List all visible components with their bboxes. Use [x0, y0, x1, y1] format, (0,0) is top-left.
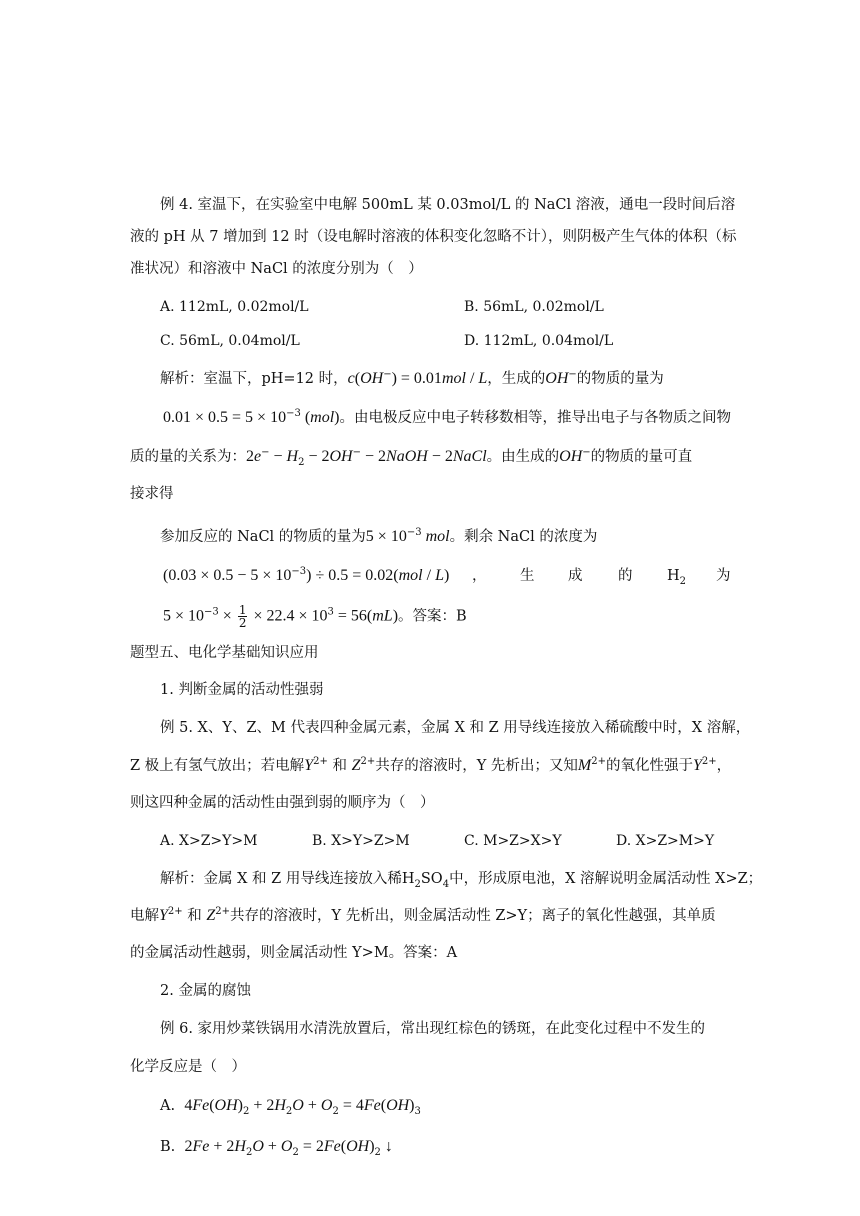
example4-option-a: A. 112mL, 0.02mol/L — [160, 299, 309, 315]
example5-option-a: A. X>Z>Y>M — [160, 833, 258, 849]
example5-option-b: B. X>Y>Z>M — [312, 833, 410, 849]
example6-option-b: B. $2Fe + 2H_2O + O_2 = 2Fe(OH)_2$ ↓ — [160, 1138, 393, 1158]
justified-h2: $H_2$ — [667, 568, 687, 587]
formula-oh-concentration: c — [347, 370, 355, 387]
example5-analysis-line3: 的金属活动性越弱，则金属活动性 Y>M。答案：A — [130, 945, 458, 961]
formula-relation: 2 — [246, 448, 254, 465]
example5-analysis-line1: 解析：金属 X 和 Z 用导线连接放入稀$H_2SO_4$中，形成原电池，X 溶解说明金属活动性 X>Z； — [160, 871, 763, 890]
example4-analysis-line1: 解析：室温下，pH=12 时，c(OH−) = 0.01mol / L，生成的OH−的物质的量为 — [160, 369, 664, 387]
example5-line3: 则这四种金属的活动性由强到弱的顺序为（ ） — [130, 795, 435, 811]
precipitate-arrow-icon: ↓ — [380, 1138, 393, 1155]
justified-word-5: 为 — [716, 568, 731, 584]
example4-line1: 例 4. 室温下，在实验室中电解 500mL 某 0.03mol/L 的 NaCl 溶液，通电一段时间后溶 — [160, 197, 736, 213]
example4-line3: 准状况）和溶液中 NaCl 的浓度分别为（ ） — [130, 261, 423, 277]
example6-option-a: A. $4Fe(OH)_2 + 2H_2O + O_2 = 4Fe(OH)_3$ — [160, 1097, 421, 1117]
example5-analysis-line2: 电解$Y^{2+}$ 和 $Z^{2+}$共存的溶液时，Y 先析出，则金属活动性 Z>Y；离子的氧化性越强，其单质 — [130, 906, 716, 924]
example4-option-c: C. 56mL, 0.04mol/L — [160, 333, 300, 349]
example4-option-d: D. 112mL, 0.04mol/L — [464, 333, 614, 349]
justified-word-3: 的 — [618, 568, 633, 584]
section-heading-type5: 题型五、电化学基础知识应用 — [130, 645, 319, 661]
justified-comma: ， — [472, 568, 487, 584]
example4-analysis-line5: 参加反应的 NaCl 的物质的量为$5 \times 10^{-3}$ mol。剩余 NaCl 的浓度为 — [160, 527, 598, 545]
example4-option-b: B. 56mL, 0.02mol/L — [464, 299, 604, 315]
example6-line1: 例 6. 家用炒菜铁锅用水清洗放置后，常出现红棕色的锈斑，在此变化过程中不发生的 — [160, 1021, 706, 1037]
example4-analysis-line4: 接求得 — [130, 486, 174, 502]
example5-line1: 例 5. X、Y、Z、M 代表四种金属元素，金属 X 和 Z 用导线连接放入稀硫酸中时，X 溶解， — [160, 720, 751, 736]
justified-word-2: 成 — [568, 568, 583, 584]
example4-line2: 液的 pH 从 7 增加到 12 时（设电解时溶液的体积变化忽略不计），则阴极产生气体的体积（标 — [130, 229, 737, 245]
formula-reacted-nacl: 5 × 10 — [365, 528, 407, 545]
example4-analysis-line2: $0.01 \times 0.5 = 5 \times 10^{-3}$ (mol)。由电极反应中电子转移数相等，推导出电子与各物质之间物 — [163, 408, 731, 426]
formula-remaining-nacl: $(0.03 \times 0.5 - 5 \times 10^{-3}) \div 0.5 = 0.02(mol / L)$ — [163, 566, 450, 584]
example5-option-d: D. X>Z>M>Y — [616, 833, 715, 849]
example6-line2: 化学反应是（ ） — [130, 1059, 246, 1075]
subheading-corrosion: 2. 金属的腐蚀 — [160, 983, 251, 999]
subheading-activity: 1. 判断金属的活动性强弱 — [160, 682, 324, 698]
example4-analysis-line3: 质的量的关系为：$2e^- - H_2 - 2OH^-$ − 2NaOH − 2NaCl。由生成的OH−的物质的量可直 — [130, 447, 693, 468]
example4-analysis-line7: $5 \times 10^{-3}$ × $\frac{1}{2}$ × $22.4 \times 10^3 = 56(mL)$。答案：B — [163, 603, 467, 630]
formula-h2-volume: 5 × 10 — [163, 607, 205, 625]
example5-line2: Z 极上有氢气放出；若电解$Y^{2+}$ 和 $Z^{2+}$共存的溶液时，Y 先析出；又知$M^{2+}$的氧化性强于$Y^{2+}$， — [130, 756, 732, 774]
justified-word-1: 生 — [520, 568, 535, 584]
example5-option-c: C. M>Z>X>Y — [464, 833, 562, 849]
formula-oh-amount: 0.01 × 0.5 = 5 × 10 — [163, 409, 287, 426]
